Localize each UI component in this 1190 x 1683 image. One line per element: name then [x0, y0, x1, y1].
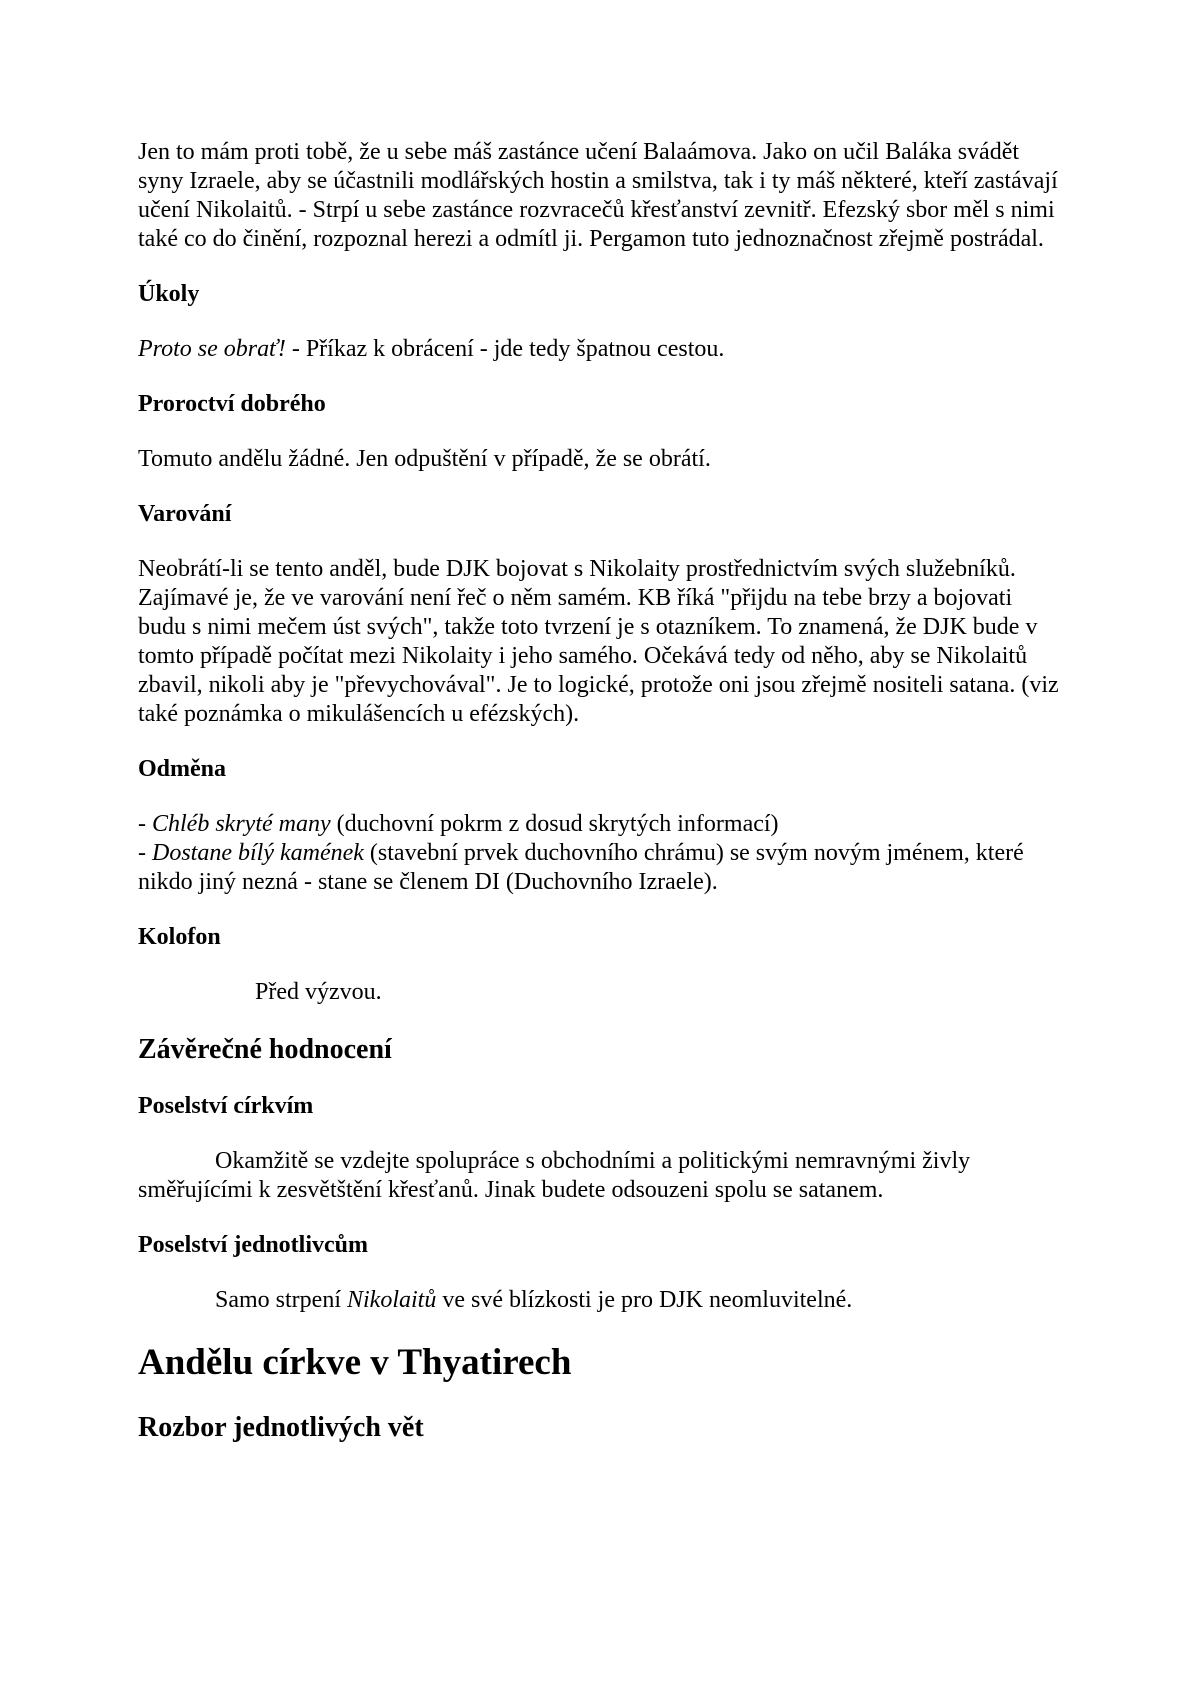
- text-run: Úkoly: [138, 281, 200, 307]
- text-run: Samo strpení: [215, 1287, 347, 1313]
- subsection-heading: [138, 500, 1065, 529]
- document-title: [138, 1341, 1065, 1385]
- paragraph: [138, 555, 1065, 729]
- text-run: - Příkaz k obrácení - jde tedy špatnou cestou.: [285, 336, 725, 362]
- paragraph: [138, 810, 1065, 897]
- text-run: Andělu církve v Thyatirech: [138, 1342, 572, 1383]
- text-run: Před výzvou.: [255, 979, 382, 1005]
- text-run: (duchovní pokrm z dosud skrytých informací): [330, 811, 779, 837]
- text-run: Okamžitě se vzdejte spolupráce s obchodními a politickými nemravnými živly směřujícími k zesvětštění křesťanů. Jinak budete odsouzeni spolu se satanem.: [138, 1148, 971, 1203]
- subsection-heading: [138, 755, 1065, 784]
- paragraph: [138, 1286, 1065, 1315]
- italic-text-run: Chléb skryté many: [152, 811, 331, 837]
- paragraph: [138, 978, 1065, 1007]
- subsection-heading: [138, 390, 1065, 419]
- subsection-heading: [138, 1092, 1065, 1121]
- paragraph: [138, 138, 1065, 254]
- text-run: Rozbor jednotlivých vět: [138, 1412, 424, 1443]
- text-run: -: [138, 840, 152, 866]
- text-run: Jen to mám proti tobě, že u sebe máš zastánce učení Balaámova. Jako on učil Baláka svádět syny Izraele, aby se účastnili modlářských hostin a smilstva, tak i ty máš některé, kteří zastávají učení Nikolaitů. - Strpí u sebe zastánce rozvracečů křesťanství zevnitř. Efezský sbor měl s nimi také co do činění, rozpoznal herezi a odmítl ji. Pergamon tuto jednoznačnost zřejmě postrádal.: [138, 139, 1058, 252]
- text-run: Odměna: [138, 756, 227, 782]
- section-heading: [138, 1411, 1065, 1444]
- subsection-heading: [138, 280, 1065, 309]
- text-run: Tomuto andělu žádné. Jen odpuštění v případě, že se obrátí.: [138, 446, 711, 472]
- text-run: Závěrečné hodnocení: [138, 1034, 392, 1065]
- document-body: [138, 138, 1065, 1470]
- section-heading: [138, 1033, 1065, 1066]
- paragraph: [138, 335, 1065, 364]
- subsection-heading: [138, 1231, 1065, 1260]
- italic-text-run: Proto se obrať!: [138, 336, 286, 362]
- text-run: (stavební prvek duchovního chrámu) se svým novým jménem, které nikdo jiný nezná - stane se členem DI (Duchovního Izraele).: [138, 840, 1024, 895]
- subsection-heading: [138, 923, 1065, 952]
- paragraph: [138, 1147, 1065, 1205]
- text-run: Kolofon: [138, 924, 221, 950]
- paragraph: [138, 445, 1065, 474]
- text-run: Proroctví dobrého: [138, 391, 326, 417]
- text-run: Poselství jednotlivcům: [138, 1232, 368, 1258]
- text-run: ve své blízkosti je pro DJK neomluvitelné.: [436, 1287, 853, 1313]
- italic-text-run: Dostane bílý kamének: [152, 840, 364, 866]
- text-run: Poselství církvím: [138, 1093, 314, 1119]
- text-run: Varování: [138, 501, 232, 527]
- text-run: Neobrátí-li se tento anděl, bude DJK bojovat s Nikolaity prostřednictvím svých služebníků. Zajímavé je, že ve varování není řeč o něm samém. KB říká "přijdu na tebe brzy a bojovati budu s nimi mečem úst svých", takže toto tvrzení je s otazníkem. To znamená, že DJK bude v tomto případě počítat mezi Nikolaity i jeho samého. Očekává tedy od něho, aby se Nikolaitů zbavil, nikoli aby je "převychovával". Je to logické, protože oni jsou zřejmě nositeli satana. (viz také poznámka o mikulášencích u efézských).: [138, 556, 1059, 727]
- text-run: -: [138, 811, 152, 837]
- italic-text-run: Nikolaitů: [347, 1287, 437, 1313]
